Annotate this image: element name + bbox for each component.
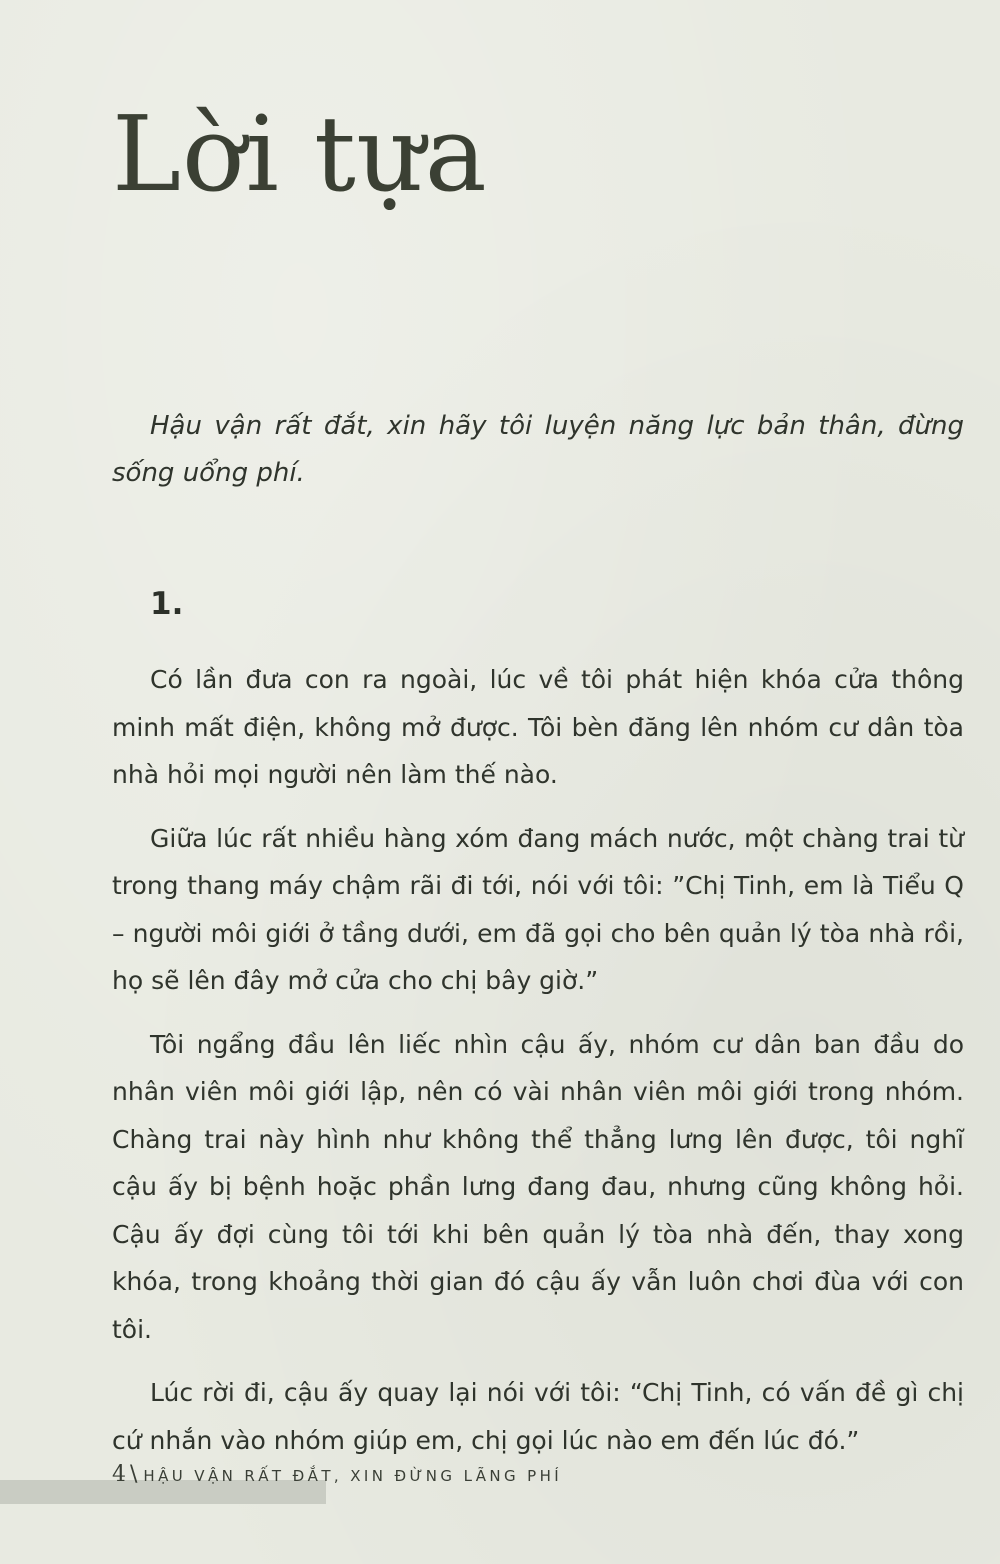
paragraph: Lúc rời đi, cậu ấy quay lại nói với tôi: “Chị Tinh, có vấn đề gì chị cứ nhắn vào nhóm giúp em, chị gọi lúc nào em đến lúc đó.” (112, 1378, 964, 1455)
section-number: 1. (150, 586, 184, 622)
paragraph: Có lần đưa con ra ngoài, lúc về tôi phát hiện khóa cửa thông minh mất điện, không mở được. Tôi bèn đăng lên nhóm cư dân tòa nhà hỏi mọi người nên làm thế nào. (112, 665, 964, 789)
body-text (112, 656, 964, 1480)
page-footer (112, 1462, 562, 1487)
paragraph: Tôi ngẩng đầu lên liếc nhìn cậu ấy, nhóm cư dân ban đầu do nhân viên môi giới lập, nên có vài nhân viên môi giới trong nhóm. Chàng trai này hình như không thể thẳng lưng lên được, tôi nghĩ cậu ấy bị bệnh hoặc phần lưng đang đau, nhưng cũng không hỏi. Cậu ấy đợi cùng tôi tới khi bên quản lý tòa nhà đến, thay xong khóa, trong khoảng thời gian đó cậu ấy vẫn luôn chơi đùa với con tôi. (112, 1029, 964, 1344)
running-title: HẬU VẬN RẤT ĐẮT, XIN ĐỪNG LÃNG PHÍ (143, 1467, 563, 1485)
page-number: 4 (112, 1462, 126, 1487)
footer-separator: \ (130, 1462, 138, 1487)
epigraph: Hậu vận rất đắt, xin hãy tôi luyện năng lực bản thân, đừng sống uổng phí. (112, 411, 964, 488)
paragraph: Giữa lúc rất nhiều hàng xóm đang mách nước, một chàng trai từ trong thang máy chậm rãi đi tới, nói với tôi: ”Chị Tinh, em là Tiểu Q – người môi giới ở tầng dưới, em đã gọi cho bên quản lý tòa nhà rồi, họ sẽ lên đây mở cửa cho chị bây giờ.” (112, 823, 964, 995)
chapter-title: Lời tựa (112, 93, 488, 215)
